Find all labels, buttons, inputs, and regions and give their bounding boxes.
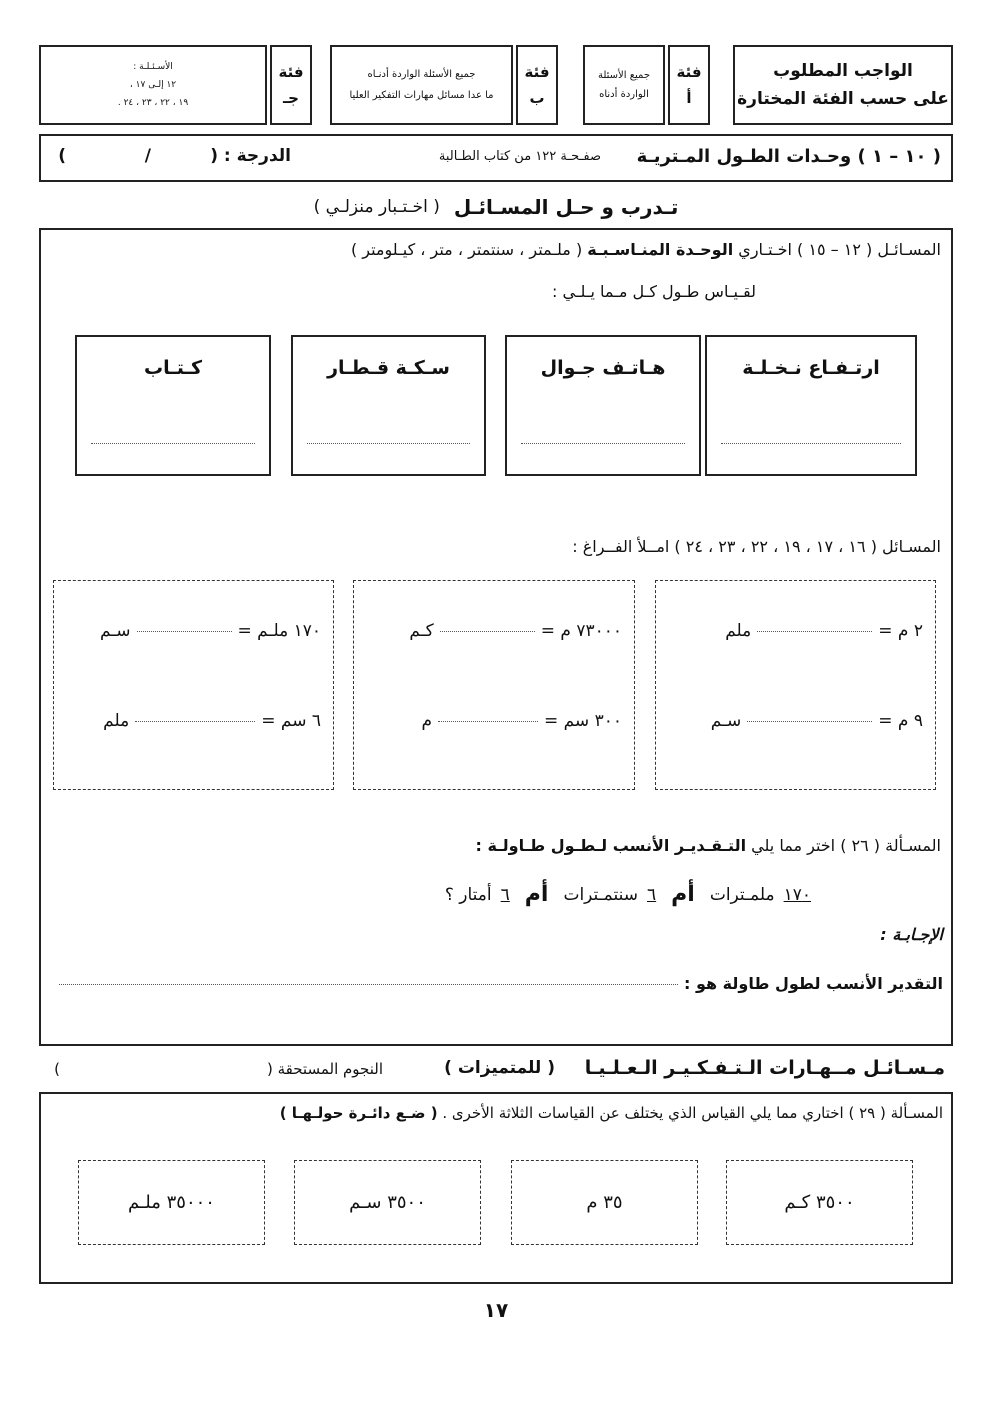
item-box-phone — [505, 335, 701, 476]
item-box-palm — [705, 335, 917, 476]
q12-text-2: ( ملـمتر ، سنتمتر ، متر ، كيـلومتر ) — [350, 240, 583, 259]
q26-opt1-unit: ملمـترات — [709, 884, 775, 905]
group-c-label-box — [270, 45, 312, 125]
fill-3a-right: سـم — [99, 621, 131, 641]
questions-label: الأسـئـلـة : — [133, 62, 173, 72]
fill-box-2 — [353, 580, 635, 790]
answer-line-railway[interactable] — [307, 443, 470, 444]
q26-options — [445, 882, 811, 907]
homework-subtitle: على حسب الفئة المختارة — [737, 89, 949, 109]
homework-title: الواجب المطلوب — [773, 61, 913, 81]
q26-or-1: أم — [671, 882, 695, 907]
fill-2a-right: كـم — [409, 621, 434, 641]
grade-close: ) — [58, 146, 66, 166]
questions-line-2: ١٩ ، ٢٢ ، ٢٣ ، ٢٤ . — [117, 98, 189, 108]
q29-option-3-text: ٣٥٠٠ سـم — [349, 1192, 426, 1213]
fill-3a-left: ١٧٠ ملـم = — [237, 621, 321, 641]
group-b-letter: ب — [529, 89, 545, 107]
item-label-railway: سـكـة قـطـار — [327, 357, 450, 379]
group-a-desc-2: الواردة أدناه — [599, 89, 649, 100]
item-label-phone: هـاتـف جـوال — [540, 357, 666, 379]
q26-opt3-num: ٦ — [500, 884, 510, 905]
group-b-label: فئة — [524, 63, 550, 81]
group-b-desc-2: ما عدا مسائل مهارات التفكير العليا — [349, 90, 494, 101]
q29-option-2[interactable] — [511, 1160, 698, 1245]
answer-line-book[interactable] — [91, 443, 255, 444]
q26-answer-row — [59, 974, 943, 993]
q12-text-1: المسـائـل ( ١٢ – ١٥ ) اخـتـاري — [738, 240, 941, 259]
hots-title: مـسـائـل مــهـارات الـتـفـكـيـر الـعـلـيـا — [584, 1057, 945, 1079]
fill-1a-blank[interactable] — [757, 630, 872, 632]
fill-box-1 — [655, 580, 936, 790]
fill-1b-blank[interactable] — [747, 720, 872, 722]
fill-2a-blank[interactable] — [440, 630, 535, 632]
group-c-label: فئة — [278, 63, 304, 81]
lesson-title: ( ١٠ – ١ ) وحـدات الطـول المـتريـة — [636, 146, 941, 167]
fill-3b-blank[interactable] — [135, 720, 255, 722]
item-box-book — [75, 335, 271, 476]
fill-2a-left: ٧٣٠٠٠ م = — [540, 621, 622, 641]
q12-text-bold: الوحـدة المنـاسـبـة — [587, 240, 734, 259]
fill-1b-right: سـم — [710, 711, 742, 731]
fill-3a-blank[interactable] — [137, 630, 232, 632]
item-label-palm: ارتـفـاع نـخـلـة — [742, 357, 880, 379]
fill-2b-right: م — [421, 711, 432, 731]
fill-2b-blank[interactable] — [438, 720, 538, 722]
fill-1a-right: ملم — [725, 621, 752, 641]
item-box-railway — [291, 335, 486, 476]
q29-option-4[interactable] — [78, 1160, 265, 1245]
group-b-desc-1: جميع الأسئلة الواردة أدنـاه — [367, 69, 476, 80]
q26-opt1-num: ١٧٠ — [783, 884, 811, 905]
group-c-letter: جـ — [283, 89, 299, 107]
q12-line-2: لقـيـاس طـول كـل مـما يـلـي : — [552, 282, 756, 301]
q29-option-4-text: ٣٥٠٠٠ ملـم — [128, 1192, 215, 1213]
q26-answer-line: التقدير الأنسب لطول طاولة هو : — [684, 974, 943, 993]
q12-line-1 — [351, 240, 941, 259]
hots-for: ( للمتميزات ) — [444, 1058, 555, 1078]
group-a-desc-1: جميع الأسئلة — [597, 70, 651, 81]
questions-box — [39, 45, 267, 125]
answer-line-palm[interactable] — [721, 443, 901, 444]
grade-slash: / — [144, 146, 151, 166]
fill-3b-right: ملم — [103, 711, 130, 731]
fill-2b-left: ٣٠٠ سم = — [543, 711, 622, 731]
homework-box — [733, 45, 953, 125]
q26-answer-blank[interactable] — [59, 983, 678, 985]
page-number: ١٧ — [483, 1298, 509, 1322]
group-a-label-box — [668, 45, 710, 125]
q29-option-1[interactable] — [726, 1160, 913, 1245]
stars-label: النجوم المستحقة ( — [266, 1060, 383, 1078]
hots-section — [39, 1092, 953, 1284]
q29-text: المسـألة ( ٢٩ ) اختاري مما يلي القياس الذي يختلف عن القياسات الثلاثة الأخرى . — [442, 1104, 943, 1122]
q29-bold: ( ضـع دائـرة حولـهـا ) — [279, 1104, 438, 1122]
group-b-label-box — [516, 45, 558, 125]
group-b-desc-box — [330, 45, 513, 125]
section-title-sub: ( اخـتـبار منزلـي ) — [313, 197, 440, 217]
q29-option-1-text: ٣٥٠٠ كـم — [784, 1192, 855, 1213]
q16-title: المسـائل ( ١٦ ، ١٧ ، ١٩ ، ٢٢ ، ٢٣ ، ٢٤ ) امــلأ الفــراغ : — [572, 537, 941, 556]
stars-close: ) — [54, 1060, 60, 1078]
item-label-book: كـتـاب — [143, 357, 203, 379]
q29-option-3[interactable] — [294, 1160, 481, 1245]
q29-question — [280, 1104, 943, 1122]
lesson-bar — [39, 134, 953, 182]
questions-line-1: ١٢ إلـى ١٧ ، — [129, 80, 177, 90]
group-a-letter: أ — [686, 89, 692, 107]
hots-header — [39, 1055, 953, 1085]
q26-opt2-unit: سنتمـترات — [563, 884, 638, 905]
group-a-label: فئة — [676, 63, 702, 81]
q26-opt2-num: ٦ — [647, 884, 657, 905]
fill-3b-left: ٦ سم = — [261, 711, 321, 731]
q29-option-2-text: ٣٥ م — [586, 1192, 623, 1213]
fill-1a-left: ٢ م = — [878, 621, 923, 641]
q26-answer-label: الإجـابـة : — [880, 925, 943, 944]
section-title — [39, 190, 953, 224]
fill-1b-left: ٩ م = — [878, 711, 923, 731]
grade-label: الدرجة : ( — [210, 146, 291, 166]
q26-title — [476, 836, 942, 855]
section-title-main: تـدرب و حـل المسـائـل — [453, 195, 679, 219]
answer-line-phone[interactable] — [521, 443, 685, 444]
group-a-desc-box — [583, 45, 665, 125]
q26-title-text: المسـألة ( ٢٦ ) اختر مما يلي — [751, 836, 941, 855]
fill-box-3 — [53, 580, 334, 790]
q26-opt3-unit: أمتار ؟ — [444, 884, 492, 905]
main-section — [39, 228, 953, 1046]
page-ref: صفـحـة ١٢٢ من كتاب الطـالبة — [438, 149, 601, 164]
q26-title-bold: التـقـديـر الأنسب لـطـول طـاولـة : — [475, 836, 747, 855]
q26-or-2: أم — [524, 882, 549, 907]
